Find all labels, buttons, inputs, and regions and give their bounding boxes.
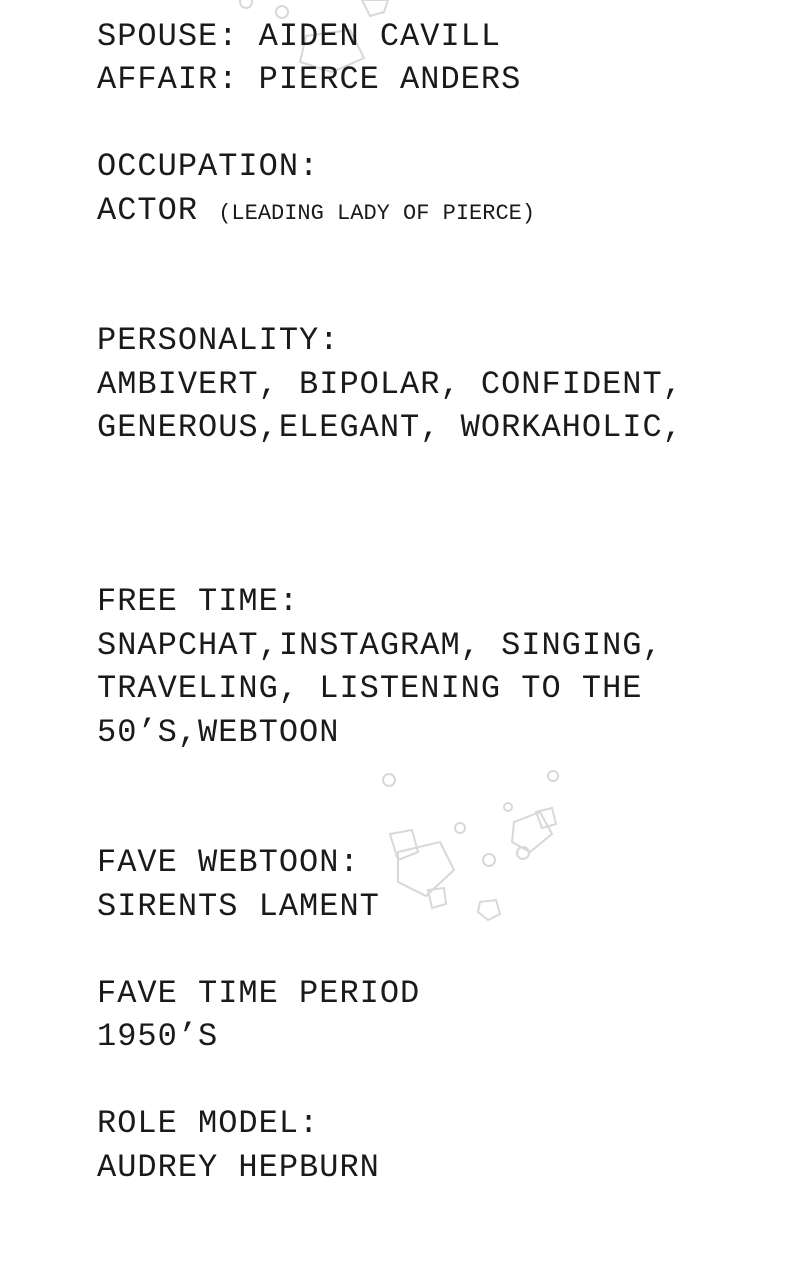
role-model-value: AUDREY HEPBURN xyxy=(97,1149,380,1186)
free-time-heading: FREE TIME: xyxy=(97,583,300,620)
fave-time-period-heading: FAVE TIME PERIOD xyxy=(97,975,421,1012)
role-model-heading: ROLE MODEL: xyxy=(97,1105,320,1142)
occupation-heading: OCCUPATION: xyxy=(97,148,320,185)
personality-heading: PERSONALITY: xyxy=(97,322,340,359)
free-time-line-3: 50’S,WEBTOON xyxy=(97,714,340,751)
occupation-note: (LEADING LADY OF PIERCE) xyxy=(218,201,536,226)
free-time-line-2: TRAVELING, LISTENING TO THE xyxy=(97,670,643,707)
occupation-value-line xyxy=(97,192,536,229)
personality-line-2: GENEROUS,ELEGANT, WORKAHOLIC, xyxy=(97,409,683,446)
fave-webtoon-value: SIRENTS LAMENT xyxy=(97,888,380,925)
fave-webtoon-heading: FAVE WEBTOON: xyxy=(97,844,360,881)
affair-line: AFFAIR: PIERCE ANDERS xyxy=(97,61,522,98)
fave-time-period-value: 1950’S xyxy=(97,1018,219,1055)
personality-line-1: AMBIVERT, BIPOLAR, CONFIDENT, xyxy=(97,366,683,403)
free-time-line-1: SNAPCHAT,INSTAGRAM, SINGING, xyxy=(97,627,663,664)
occupation-value: ACTOR xyxy=(97,192,219,229)
spouse-line: SPOUSE: AIDEN CAVILL xyxy=(97,18,502,55)
